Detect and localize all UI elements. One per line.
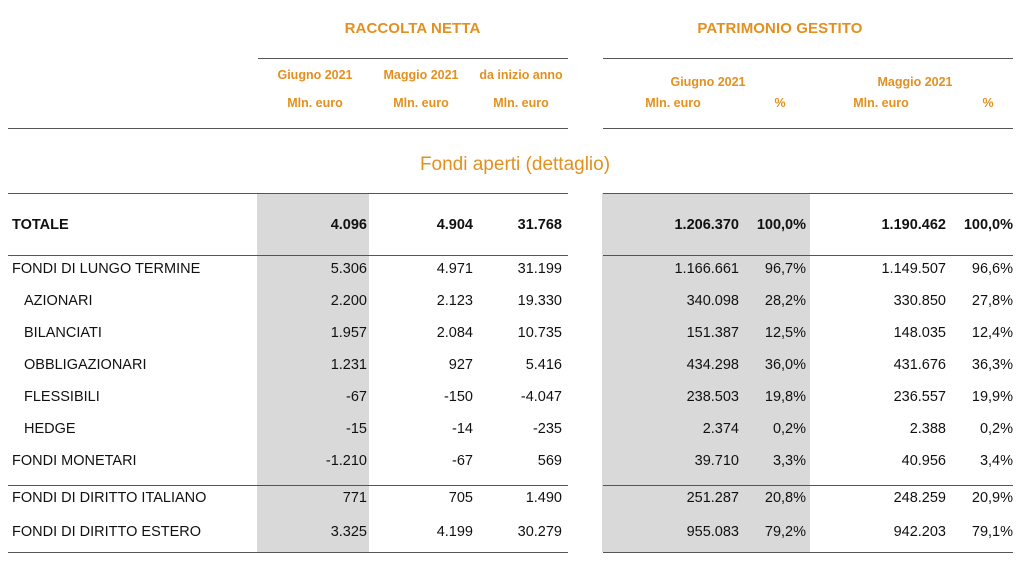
- row-value: 31.199: [517, 261, 562, 277]
- row-label: HEDGE: [24, 421, 76, 437]
- group-title-patrimonio: PATRIMONIO GESTITO: [697, 20, 863, 37]
- row-value: 4.199: [436, 524, 473, 540]
- row-value: 569: [537, 453, 562, 469]
- row-value: 251.287: [686, 490, 739, 506]
- row-value: 0,2%: [979, 421, 1013, 437]
- col-head-raccolta-maggio-unit: Mln. euro: [393, 96, 449, 110]
- row-label: AZIONARI: [24, 293, 93, 309]
- row-value: -15: [346, 421, 367, 437]
- row-value: 1.231: [330, 357, 367, 373]
- rule-under-headers-left: [8, 128, 568, 129]
- table-row: [0, 214, 1024, 236]
- row-value: 2.123: [436, 293, 473, 309]
- row-label: FLESSIBILI: [24, 389, 100, 405]
- row-value: 1.166.661: [674, 261, 739, 277]
- row-value: 3,4%: [979, 453, 1013, 469]
- row-value: 10.735: [517, 325, 562, 341]
- col-head-raccolta-maggio-period: Maggio 2021: [383, 68, 459, 82]
- table-row: [0, 354, 1024, 376]
- row-label: TOTALE: [12, 217, 69, 233]
- col-head-raccolta-giugno-unit: Mln. euro: [287, 96, 343, 110]
- col-head-raccolta-giugno-period: Giugno 2021: [277, 68, 353, 82]
- row-value: -4.047: [520, 389, 562, 405]
- row-value: 19.330: [517, 293, 562, 309]
- col-head-patrimonio-giugno-unit: Mln. euro: [645, 96, 701, 110]
- row-value: 1.190.462: [881, 217, 946, 233]
- row-value: 4.904: [436, 217, 473, 233]
- row-value: 100,0%: [756, 217, 806, 233]
- row-value: 151.387: [686, 325, 739, 341]
- row-value: 12,4%: [971, 325, 1013, 341]
- row-value: 2.388: [909, 421, 946, 437]
- col-head-raccolta-ytd-unit: Mln. euro: [493, 96, 549, 110]
- row-value: 3,3%: [772, 453, 806, 469]
- row-value: 431.676: [893, 357, 946, 373]
- row-value: 100,0%: [963, 217, 1013, 233]
- table-row: [0, 258, 1024, 280]
- row-value: 1.957: [330, 325, 367, 341]
- rule-under-raccolta-title: [258, 58, 568, 59]
- row-value: 36,0%: [764, 357, 806, 373]
- row-value: 19,9%: [971, 389, 1013, 405]
- row-value: -235: [532, 421, 562, 437]
- row-value: 148.035: [893, 325, 946, 341]
- row-value: 5.416: [525, 357, 562, 373]
- col-head-patrimonio-giugno-period: Giugno 2021: [670, 75, 746, 89]
- row-value: 96,6%: [971, 261, 1013, 277]
- row-value: 36,3%: [971, 357, 1013, 373]
- row-label: FONDI DI LUNGO TERMINE: [12, 261, 201, 277]
- rule-under-patrimonio-title: [603, 58, 1013, 59]
- rule-after-monetari-left: [8, 485, 568, 486]
- row-value: 28,2%: [764, 293, 806, 309]
- row-value: -67: [346, 389, 367, 405]
- rule-top-right: [603, 193, 1013, 194]
- row-value: 20,9%: [971, 490, 1013, 506]
- row-value: 1.149.507: [881, 261, 946, 277]
- row-value: 79,1%: [971, 524, 1013, 540]
- row-value: 1.490: [525, 490, 562, 506]
- col-head-patrimonio-maggio-unit: Mln. euro: [853, 96, 909, 110]
- row-value: 942.203: [893, 524, 946, 540]
- row-label: BILANCIATI: [24, 325, 102, 341]
- row-value: 771: [342, 490, 367, 506]
- row-value: 705: [448, 490, 473, 506]
- row-value: 340.098: [686, 293, 739, 309]
- table-row: [0, 290, 1024, 312]
- row-value: 5.306: [330, 261, 367, 277]
- table-row: [0, 386, 1024, 408]
- row-value: 248.259: [893, 490, 946, 506]
- col-head-patrimonio-maggio-period: Maggio 2021: [877, 75, 953, 89]
- rule-top-left: [8, 193, 568, 194]
- row-value: 96,7%: [764, 261, 806, 277]
- table-row: [0, 322, 1024, 344]
- col-head-patrimonio-maggio-pct: %: [982, 96, 994, 110]
- row-value: -14: [452, 421, 473, 437]
- row-value: 2.374: [702, 421, 739, 437]
- rule-bottom-left: [8, 552, 568, 553]
- row-label: FONDI DI DIRITTO ITALIANO: [12, 490, 207, 506]
- row-value: 3.325: [330, 524, 367, 540]
- row-value: -1.210: [325, 453, 367, 469]
- row-value: 12,5%: [764, 325, 806, 341]
- row-value: 20,8%: [764, 490, 806, 506]
- rule-after-totale-left: [8, 255, 568, 256]
- rule-after-totale-right: [603, 255, 1013, 256]
- row-value: 955.083: [686, 524, 739, 540]
- row-value: 30.279: [517, 524, 562, 540]
- rule-after-monetari-right: [603, 485, 1013, 486]
- rule-under-headers-right: [603, 128, 1013, 129]
- row-value: 19,8%: [764, 389, 806, 405]
- row-value: 238.503: [686, 389, 739, 405]
- row-value: 27,8%: [971, 293, 1013, 309]
- row-value: 330.850: [893, 293, 946, 309]
- row-value: 0,2%: [772, 421, 806, 437]
- table-row: [0, 418, 1024, 440]
- col-head-raccolta-ytd-period: da inizio anno: [479, 68, 563, 82]
- col-head-patrimonio-giugno-pct: %: [774, 96, 786, 110]
- row-value: 79,2%: [764, 524, 806, 540]
- row-value: 927: [448, 357, 473, 373]
- section-title: Fondi aperti (dettaglio): [419, 154, 611, 175]
- row-label: FONDI DI DIRITTO ESTERO: [12, 524, 202, 540]
- table-row: [0, 450, 1024, 472]
- row-label: OBBLIGAZIONARI: [24, 357, 147, 373]
- table-row: [0, 521, 1024, 543]
- row-label: FONDI MONETARI: [12, 453, 137, 469]
- row-value: 2.084: [436, 325, 473, 341]
- row-value: 39.710: [694, 453, 739, 469]
- row-value: -67: [452, 453, 473, 469]
- row-value: 1.206.370: [674, 217, 739, 233]
- row-value: 40.956: [901, 453, 946, 469]
- row-value: 4.096: [330, 217, 367, 233]
- table-row: [0, 487, 1024, 509]
- row-value: 4.971: [436, 261, 473, 277]
- rule-bottom-right: [603, 552, 1013, 553]
- row-value: 2.200: [330, 293, 367, 309]
- row-value: -150: [443, 389, 473, 405]
- row-value: 434.298: [686, 357, 739, 373]
- group-title-raccolta: RACCOLTA NETTA: [344, 20, 481, 37]
- row-value: 236.557: [893, 389, 946, 405]
- row-value: 31.768: [517, 217, 562, 233]
